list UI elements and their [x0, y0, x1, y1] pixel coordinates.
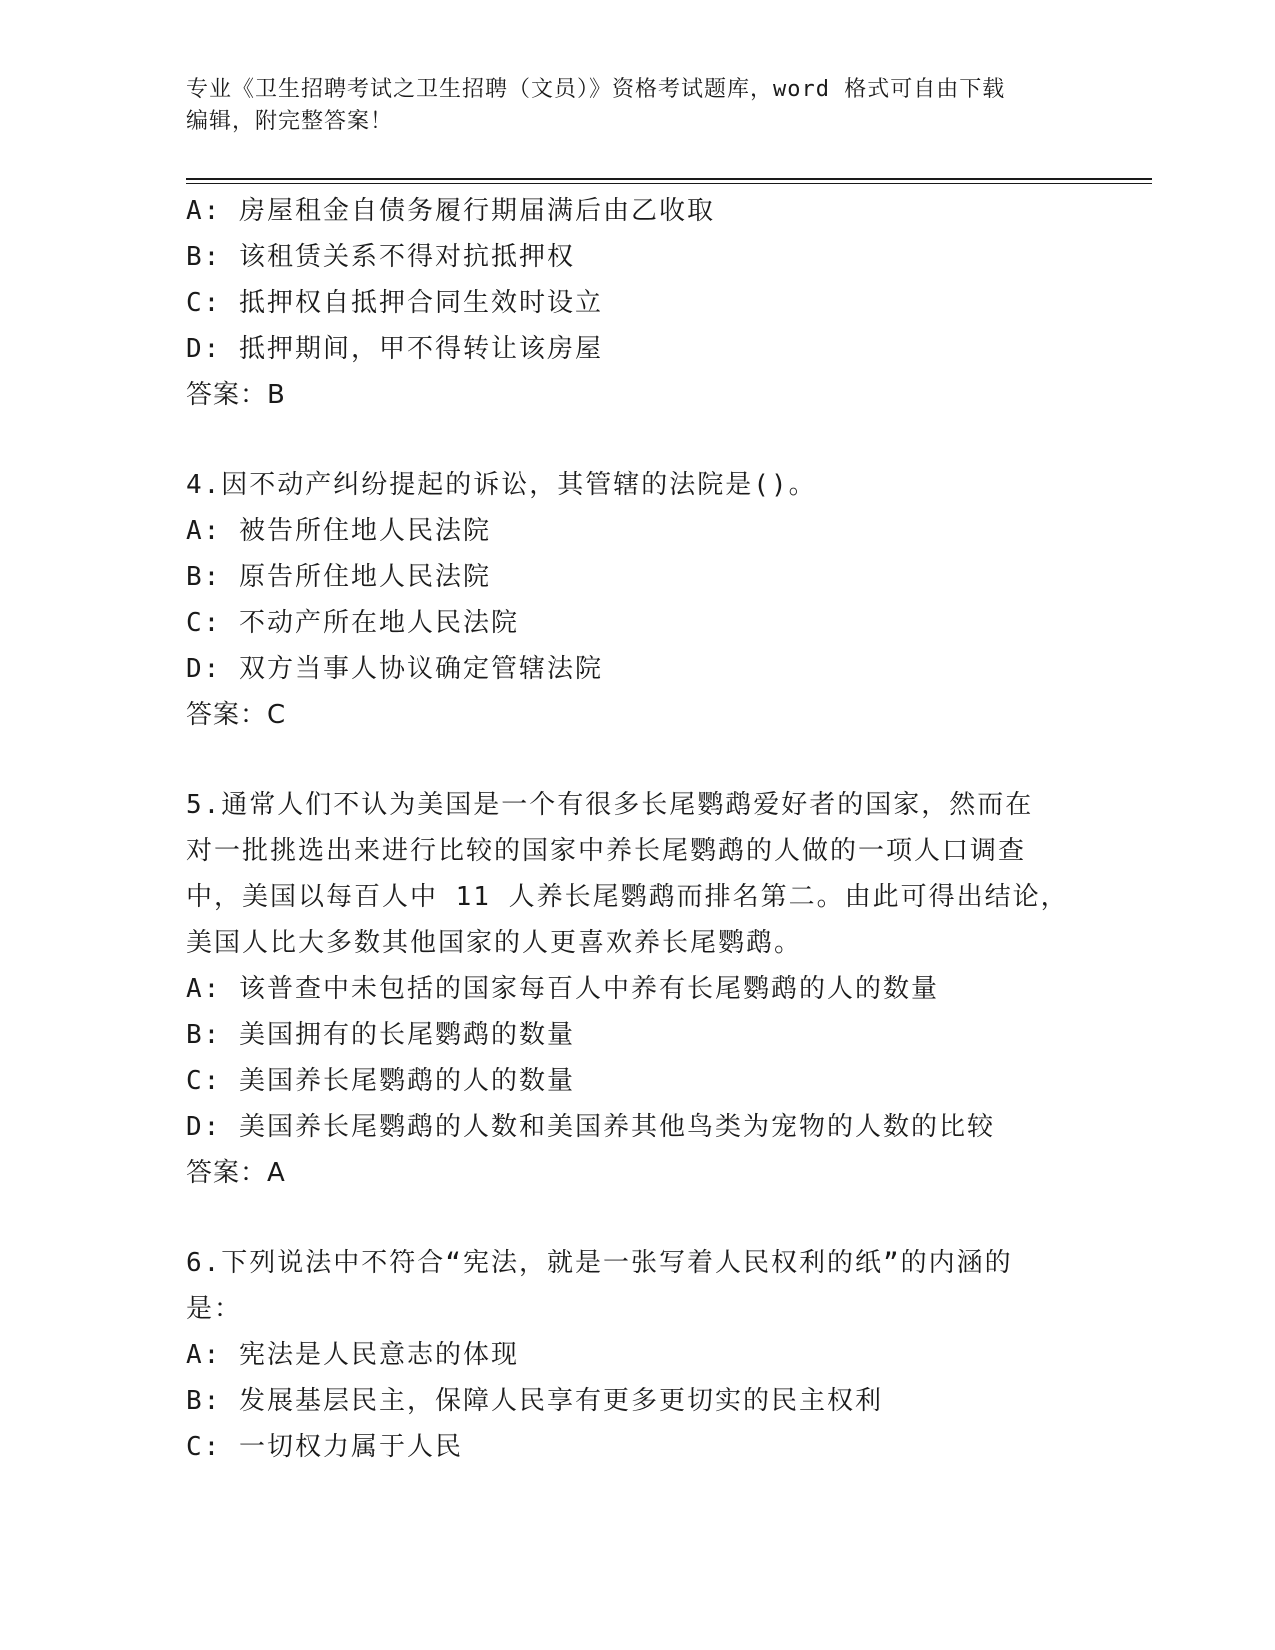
answer: 答案：B	[186, 380, 286, 410]
option-b: B: 原告所住地人民法院	[186, 562, 491, 592]
option-a: A: 该普查中未包括的国家每百人中养有长尾鹦鹉的人的数量	[186, 974, 939, 1004]
question-stem-line-1: 5.通常人们不认为美国是一个有很多长尾鹦鹉爱好者的国家，然而在	[186, 790, 1034, 820]
question-stem-line-3: 中，美国以每百人中 11 人养长尾鹦鹉而排名第二。由此可得出结论，	[186, 882, 1069, 912]
header-divider-thin	[186, 183, 1152, 184]
question-stem-line-1: 6.下列说法中不符合“宪法，就是一张写着人民权利的纸”的内涵的	[186, 1248, 1013, 1278]
option-c: C: 抵押权自抵押合同生效时设立	[186, 288, 603, 318]
option-d: D: 抵押期间，甲不得转让该房屋	[186, 334, 603, 364]
spacer	[186, 418, 1066, 462]
answer: 答案：A	[186, 1158, 286, 1188]
question-3	[186, 188, 1066, 418]
answer: 答案：C	[186, 700, 287, 730]
question-6	[186, 1240, 1066, 1470]
spacer	[186, 738, 1066, 782]
option-b: B: 该租赁关系不得对抗抵押权	[186, 242, 575, 272]
question-4	[186, 462, 1066, 738]
question-stem: 4.因不动产纠纷提起的诉讼，其管辖的法院是()。	[186, 470, 817, 500]
option-a: A: 房屋租金自债务履行期届满后由乙收取	[186, 196, 715, 226]
option-c: C: 不动产所在地人民法院	[186, 608, 519, 638]
header-divider-thick	[186, 178, 1152, 180]
header-line-1: 专业《卫生招聘考试之卫生招聘（文员）》资格考试题库，word 格式可自由下载	[186, 77, 1006, 102]
question-stem-line-2: 对一批挑选出来进行比较的国家中养长尾鹦鹉的人做的一项人口调查	[186, 836, 1027, 866]
option-c: C: 美国养长尾鹦鹉的人的数量	[186, 1066, 575, 1096]
option-a: A: 被告所住地人民法院	[186, 516, 491, 546]
option-c: C: 一切权力属于人民	[186, 1432, 463, 1462]
question-stem-line-2: 是：	[186, 1294, 243, 1324]
question-5	[186, 782, 1069, 1196]
spacer	[186, 1196, 1066, 1240]
option-b: B: 发展基层民主，保障人民享有更多更切实的民主权利	[186, 1386, 883, 1416]
document-header	[186, 74, 1066, 138]
option-d: D: 双方当事人协议确定管辖法院	[186, 654, 603, 684]
header-line-2: 编辑，附完整答案！	[186, 109, 394, 134]
option-a: A: 宪法是人民意志的体现	[186, 1340, 519, 1370]
option-b: B: 美国拥有的长尾鹦鹉的数量	[186, 1020, 575, 1050]
question-list	[186, 188, 1069, 1470]
option-d: D: 美国养长尾鹦鹉的人数和美国养其他鸟类为宠物的人数的比较	[186, 1112, 995, 1142]
question-stem-line-4: 美国人比大多数其他国家的人更喜欢养长尾鹦鹉。	[186, 928, 803, 958]
